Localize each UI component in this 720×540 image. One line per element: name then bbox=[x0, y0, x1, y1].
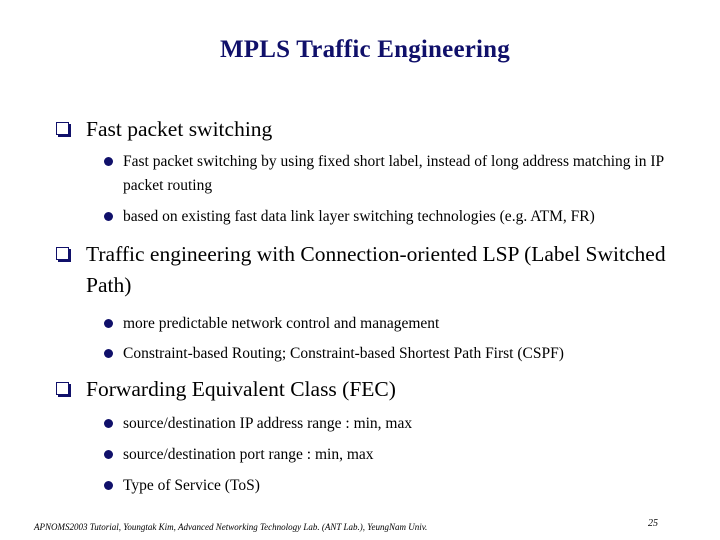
circle-bullet-icon bbox=[104, 349, 113, 358]
circle-bullet-icon bbox=[104, 157, 113, 166]
bullet-item: Type of Service (ToS) bbox=[104, 474, 683, 498]
section-heading: Traffic engineering with Connection-oriented LSP (Label Switched Path) bbox=[58, 239, 666, 301]
square-bullet-icon bbox=[56, 122, 69, 135]
slide-title: MPLS Traffic Engineering bbox=[220, 36, 510, 63]
circle-bullet-icon bbox=[104, 481, 113, 490]
section-heading: Forwarding Equivalent Class (FEC) bbox=[58, 374, 666, 405]
square-bullet-icon bbox=[56, 247, 69, 260]
circle-bullet-icon bbox=[104, 419, 113, 428]
bullet-item: source/destination port range : min, max bbox=[104, 443, 683, 467]
bullet-item: Constraint-based Routing; Constraint-based Shortest Path First (CSPF) bbox=[104, 342, 683, 366]
bullet-item: based on existing fast data link layer switching technologies (e.g. ATM, FR) bbox=[104, 205, 683, 229]
section-heading: Fast packet switching bbox=[58, 114, 666, 145]
circle-bullet-icon bbox=[104, 212, 113, 221]
bullet-item: more predictable network control and management bbox=[104, 312, 683, 336]
circle-bullet-icon bbox=[104, 319, 113, 328]
square-bullet-icon bbox=[56, 382, 69, 395]
page-number: 25 bbox=[648, 518, 658, 529]
bullet-item: Fast packet switching by using fixed short label, instead of long address matching in IP packet routing bbox=[104, 150, 683, 198]
circle-bullet-icon bbox=[104, 450, 113, 459]
slide-footer: APNOMS2003 Tutorial, Youngtak Kim, Advanced Networking Technology Lab. (ANT Lab.), YeungNam Univ. bbox=[34, 522, 428, 532]
bullet-item: source/destination IP address range : min, max bbox=[104, 412, 683, 436]
